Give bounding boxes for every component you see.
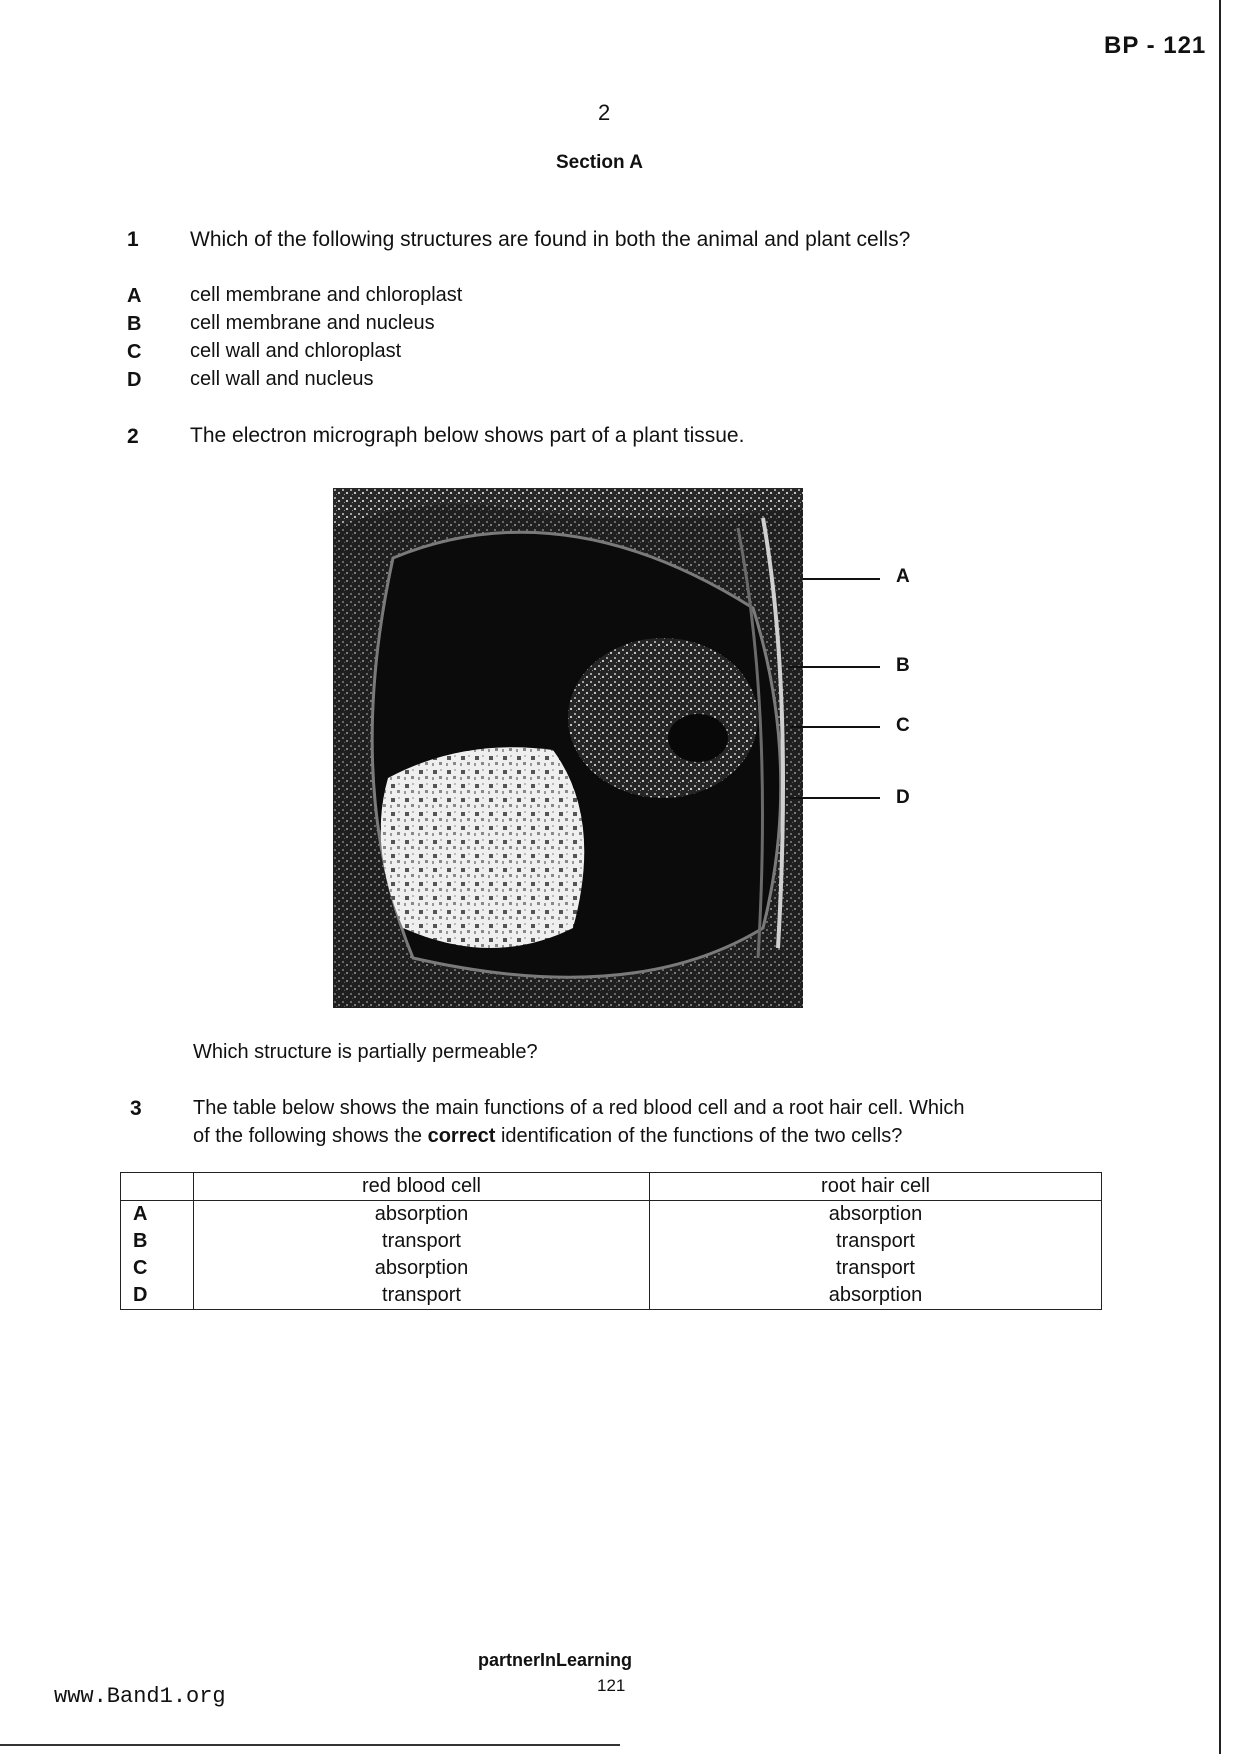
table-header-red-blood-cell: red blood cell [194,1173,650,1201]
bottom-rule [0,1744,620,1746]
q3-line2-pre: of the following shows the [193,1125,428,1147]
label-c: C [896,715,910,736]
q1-option-d-text: cell wall and nucleus [190,368,374,390]
q1-option-a-text: cell membrane and chloroplast [190,284,463,306]
question-2-text: The electron micrograph below shows part of a plant tissue. [190,424,745,447]
table-row-letter: A [121,1201,194,1229]
label-d: D [896,787,910,808]
table-cell-red-blood-cell: transport [194,1282,650,1310]
table-cell-red-blood-cell: absorption [194,1201,650,1229]
table-cell-root-hair-cell: transport [650,1255,1102,1282]
label-a: A [896,566,910,587]
q1-option-c-letter: C [127,341,142,363]
label-b: B [896,655,910,676]
table-row [121,1255,1102,1282]
electron-micrograph [333,488,803,1008]
q1-option-b-text: cell membrane and nucleus [190,312,435,334]
q3-line2-bold: correct [427,1125,496,1147]
page-number: 2 [598,100,611,125]
question-3-number: 3 [130,1097,142,1120]
table-header-blank [121,1173,194,1201]
label-c-line [790,726,880,728]
table-cell-root-hair-cell: transport [650,1228,1102,1255]
table-row [121,1228,1102,1255]
q1-option-c-text: cell wall and chloroplast [190,340,402,362]
question-2-followup: Which structure is partially permeable? [193,1041,538,1063]
table-header-root-hair-cell: root hair cell [650,1173,1102,1201]
q3-line2-post: identification of the functions of the two cells? [495,1125,903,1147]
question-1-number: 1 [127,228,139,251]
footer-site-link[interactable]: www.Band1.org [54,1684,226,1709]
table-row [121,1201,1102,1229]
label-b-line [788,666,880,668]
paper-code: BP - 121 [1104,32,1207,59]
right-edge-rule [1219,0,1221,1754]
footer-page-number: 121 [597,1676,626,1695]
question-3-text-line2 [193,1122,902,1150]
table-cell-root-hair-cell: absorption [650,1282,1102,1310]
table-row-letter: D [121,1282,194,1310]
table-cell-red-blood-cell: absorption [194,1255,650,1282]
section-title: Section A [556,152,643,173]
label-a-line [803,578,880,580]
q1-option-b-letter: B [127,313,142,335]
question-2-number: 2 [127,425,139,448]
table-header-row [121,1173,1102,1201]
table-row [121,1282,1102,1310]
table-cell-red-blood-cell: transport [194,1228,650,1255]
q1-option-d-letter: D [127,369,142,391]
question-3-text-line1: The table below shows the main functions of a red blood cell and a root hair cell. Which [193,1097,965,1119]
q1-option-a-letter: A [127,285,142,307]
table-row-letter: B [121,1228,194,1255]
table-cell-root-hair-cell: absorption [650,1201,1102,1229]
table-row-letter: C [121,1255,194,1282]
footer-partner: partnerInLearning [478,1650,633,1670]
question-1-text: Which of the following structures are found in both the animal and plant cells? [190,228,911,251]
functions-table [120,1172,1102,1310]
label-d-line [790,797,880,799]
